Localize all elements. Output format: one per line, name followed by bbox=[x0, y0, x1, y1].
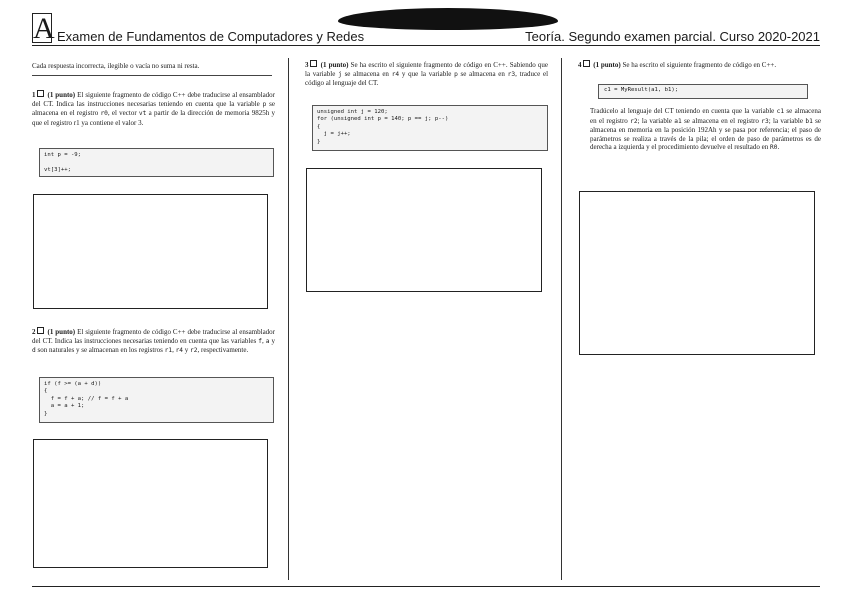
question-points: (1 punto) bbox=[320, 61, 349, 69]
question-points: (1 punto) bbox=[593, 61, 621, 69]
question-number: 1 bbox=[32, 91, 36, 99]
exam-letter-logo: A bbox=[33, 12, 55, 45]
footer-rule bbox=[32, 586, 820, 587]
inline-code: r3 bbox=[507, 70, 516, 78]
inline-code: r4 bbox=[175, 347, 184, 355]
question-3 bbox=[305, 60, 548, 88]
question-text: , respectivamente. bbox=[197, 346, 249, 355]
inline-code: d bbox=[32, 347, 36, 355]
notice-rule bbox=[32, 75, 272, 76]
question-text: , bbox=[261, 336, 266, 345]
answer-box-4[interactable] bbox=[579, 191, 815, 355]
question-text: Se ha escrito el siguiente fragmento de código en C++. Sabiendo que la variable bbox=[305, 61, 548, 78]
question-text: ; la variable bbox=[768, 116, 806, 125]
header-rule bbox=[32, 45, 820, 46]
question-text: son naturales y se almacenan en los registros bbox=[35, 346, 165, 355]
question-text: y bbox=[183, 346, 191, 355]
code-block-1: int p = -9; vt[3]++; bbox=[39, 148, 274, 177]
question-text: se almacena en el registro bbox=[32, 99, 275, 118]
inline-code: a1 bbox=[674, 117, 682, 125]
question-text: se almacena en bbox=[341, 69, 392, 78]
inline-code: f bbox=[258, 337, 262, 345]
inline-code: r0 bbox=[100, 110, 108, 118]
question-text: , bbox=[172, 346, 176, 355]
inline-code: R0 bbox=[769, 144, 778, 152]
grading-notice: Cada respuesta incorrecta, ilegible o vacía no suma ni resta. bbox=[32, 62, 200, 70]
question-text: , traduce el código al lenguaje del CT. bbox=[305, 69, 549, 88]
question-text: se almacena en el registro bbox=[590, 107, 822, 125]
question-text: y bbox=[269, 336, 276, 345]
inline-code: j bbox=[338, 70, 342, 78]
question-text: se almacena en el registro bbox=[681, 116, 762, 125]
question-number: 3 bbox=[305, 61, 309, 69]
checkbox-icon[interactable] bbox=[583, 60, 590, 67]
question-text: se almacena en memoria en la posición 192Ah y se pasa por referencia; el paso de parámetros se realiza a través de la pila; el orden de paso de parámetros es de derecha a izquierda y el procedimiento devuelve el resultado en bbox=[590, 116, 821, 152]
question-text: Se ha escrito el siguiente fragmento de código en C++. bbox=[622, 61, 777, 69]
question-number: 2 bbox=[32, 328, 36, 336]
inline-code: r3 bbox=[761, 117, 769, 125]
column-separator-2 bbox=[561, 58, 562, 580]
checkbox-icon[interactable] bbox=[310, 60, 317, 67]
inline-code: a bbox=[265, 337, 270, 345]
inline-code: r4 bbox=[391, 70, 400, 78]
question-text: a partir de la dirección de memoria 9825h y que el registro r1 ya contiene el valor 3. bbox=[32, 109, 276, 127]
question-4 bbox=[578, 60, 821, 70]
code-block-3: unsigned int j = 120; for (unsigned int p = 140; p == j; p--) { j = j++; } bbox=[312, 105, 548, 151]
question-text: , el vector bbox=[107, 109, 139, 118]
question-4-details bbox=[590, 107, 821, 153]
question-text: . bbox=[777, 143, 780, 152]
question-points: (1 punto) bbox=[47, 328, 76, 336]
redaction-mark bbox=[338, 8, 558, 30]
exam-title: Examen de Fundamentos de Computadores y Redes bbox=[57, 29, 365, 44]
inline-code: r2 bbox=[190, 347, 198, 355]
inline-code: p bbox=[262, 100, 267, 108]
code-block-4: c1 = MyResult(a1, b1); bbox=[598, 84, 808, 99]
inline-code: b1 bbox=[805, 117, 813, 125]
question-text: El siguiente fragmento de código C++ debe traducirse al ensamblador del CT. Indica las instrucciones necesarias teniendo en cuenta que las variables bbox=[32, 328, 276, 345]
answer-box-2[interactable] bbox=[33, 439, 268, 568]
answer-box-3[interactable] bbox=[306, 168, 542, 292]
inline-code: vt bbox=[138, 110, 147, 118]
question-number: 4 bbox=[578, 61, 582, 69]
answer-box-1[interactable] bbox=[33, 194, 268, 309]
question-1 bbox=[32, 90, 275, 127]
checkbox-icon[interactable] bbox=[37, 90, 44, 97]
checkbox-icon[interactable] bbox=[37, 327, 44, 334]
code-block-2: if (f >= (a + d)) { f = f + a; // f = f + a a = a + 1; } bbox=[39, 377, 274, 423]
inline-code: r1 bbox=[164, 347, 173, 355]
question-text: Tradúcelo al lenguaje del CT teniendo en cuenta que la variable bbox=[590, 107, 777, 115]
exam-subtitle: Teoría. Segundo examen parcial. Curso 2020-2021 bbox=[525, 29, 820, 44]
question-text: ; la variable bbox=[637, 116, 675, 125]
column-separator-1 bbox=[288, 58, 289, 580]
question-text: se almacena en bbox=[457, 69, 508, 78]
question-text: y que la variable bbox=[399, 69, 455, 78]
question-2 bbox=[32, 327, 275, 356]
inline-code: r2 bbox=[630, 117, 638, 125]
question-points: (1 punto) bbox=[47, 91, 76, 99]
inline-code: c1 bbox=[776, 108, 785, 115]
inline-code: p bbox=[454, 70, 458, 78]
question-text: El siguiente fragmento de código C++ debe traducirse al ensamblador del CT. Indica las instrucciones necesarias teniendo en cuenta que la variable bbox=[32, 91, 276, 108]
